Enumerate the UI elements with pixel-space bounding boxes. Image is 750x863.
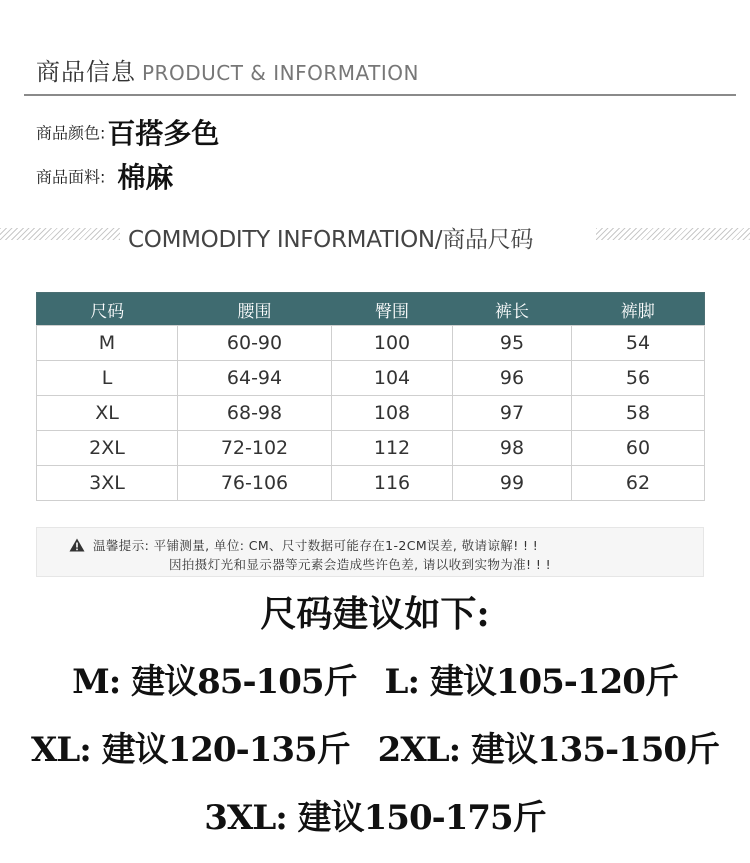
warning-icon xyxy=(69,538,85,552)
table-cell-length: 98 xyxy=(453,431,572,466)
recommendation-title: 尺码建议如下: xyxy=(260,593,490,635)
table-cell-waist: 68-98 xyxy=(178,396,332,431)
recommendation-2xl: 2XL: 建议135-150斤 xyxy=(377,730,720,770)
table-cell-hip: 112 xyxy=(332,431,453,466)
recommendation-l: L: 建议105-120斤 xyxy=(384,662,678,702)
table-cell-length: 97 xyxy=(453,396,572,431)
table-cell-size: L xyxy=(37,361,178,396)
product-color-value: 百搭多色 xyxy=(107,117,220,150)
table-cell-hem: 60 xyxy=(572,431,705,466)
recommendation-line-3 xyxy=(0,790,750,839)
column-header-hip: 臀围 xyxy=(332,293,453,326)
table-row xyxy=(37,431,705,466)
notice-text-color: 因拍摄灯光和显示器等元素会造成些许色差, 请以收到实物为准! ! ! xyxy=(169,557,552,572)
product-fabric-row xyxy=(36,156,173,196)
table-cell-size: 2XL xyxy=(37,431,178,466)
section-stripes-right xyxy=(596,228,750,240)
table-row xyxy=(37,466,705,501)
column-header-hem: 裤脚 xyxy=(572,293,705,326)
table-cell-waist: 60-90 xyxy=(178,326,332,361)
recommendation-line-1 xyxy=(0,654,750,703)
table-cell-hem: 54 xyxy=(572,326,705,361)
table-cell-length: 99 xyxy=(453,466,572,501)
table-cell-waist: 72-102 xyxy=(178,431,332,466)
table-cell-hem: 62 xyxy=(572,466,705,501)
table-cell-hip: 116 xyxy=(332,466,453,501)
header-divider xyxy=(24,94,736,96)
table-cell-waist: 76-106 xyxy=(178,466,332,501)
product-color-label: 商品颜色: xyxy=(36,123,106,143)
recommendation-line-2 xyxy=(0,722,750,771)
table-cell-hem: 58 xyxy=(572,396,705,431)
product-color-row xyxy=(36,112,219,152)
table-cell-size: M xyxy=(37,326,178,361)
recommendation-3xl: 3XL: 建议150-175斤 xyxy=(204,798,546,838)
column-header-length: 裤长 xyxy=(453,293,572,326)
table-cell-hem: 56 xyxy=(572,361,705,396)
recommendation-xl: XL: 建议120-135斤 xyxy=(30,730,350,770)
table-cell-hip: 104 xyxy=(332,361,453,396)
product-fabric-label: 商品面料: xyxy=(36,167,106,187)
header-title-en: PRODUCT & INFORMATION xyxy=(142,61,419,85)
table-row xyxy=(37,326,705,361)
column-header-size: 尺码 xyxy=(37,293,178,326)
table-cell-hip: 108 xyxy=(332,396,453,431)
column-header-waist: 腰围 xyxy=(178,293,332,326)
product-fabric-value: 棉麻 xyxy=(117,161,174,194)
header-title xyxy=(36,52,419,87)
table-cell-length: 96 xyxy=(453,361,572,396)
notice-box xyxy=(36,527,704,577)
table-row xyxy=(37,361,705,396)
table-cell-length: 95 xyxy=(453,326,572,361)
recommendation-m: M: 建议85-105斤 xyxy=(72,662,357,702)
size-table xyxy=(36,292,705,501)
table-row xyxy=(37,396,705,431)
notice-text-measure: 温馨提示: 平铺测量, 单位: CM、尺寸数据可能存在1-2CM误差, 敬请谅解! ! ! xyxy=(93,538,539,553)
table-cell-size: XL xyxy=(37,396,178,431)
table-cell-waist: 64-94 xyxy=(178,361,332,396)
table-cell-size: 3XL xyxy=(37,466,178,501)
section-title: COMMODITY INFORMATION/商品尺码 xyxy=(128,227,534,253)
section-stripes-left xyxy=(0,228,120,240)
table-cell-hip: 100 xyxy=(332,326,453,361)
header-title-cn: 商品信息 xyxy=(36,58,136,86)
size-table-header-row xyxy=(37,293,705,326)
